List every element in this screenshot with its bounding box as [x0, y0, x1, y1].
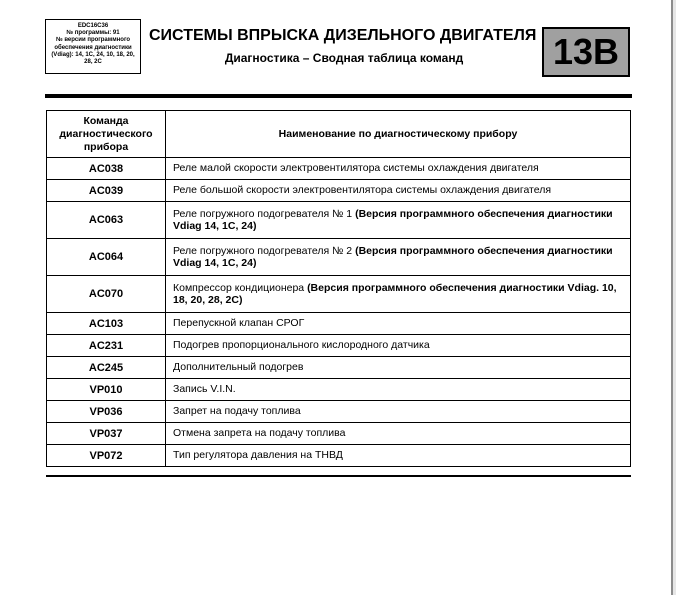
command-description	[166, 379, 631, 401]
info-line: № версии программного	[55, 37, 131, 44]
command-description	[166, 239, 631, 276]
description-text: Запись V.I.N.	[173, 383, 236, 396]
description-text: Дополнительный подогрев	[173, 361, 304, 374]
description-note: (Версия программного обеспечения диагностики Vdiag 14, 1C, 24)	[173, 244, 613, 269]
command-code: AC064	[47, 239, 166, 276]
description-text: Перепускной клапан СРОГ	[173, 317, 305, 330]
page-subtitle: Диагностика – Сводная таблица команд	[224, 51, 464, 65]
command-code: AC103	[47, 313, 166, 335]
description-text: Компрессор кондиционера	[173, 281, 308, 294]
command-description	[166, 202, 631, 239]
table-row	[47, 445, 631, 467]
description-text: Тип регулятора давления на ТНВД	[173, 449, 343, 462]
description-text: Реле большой скорости электровентилятора системы охлаждения двигателя	[173, 184, 552, 197]
command-code: AC070	[47, 276, 166, 313]
commands-table	[46, 110, 631, 467]
column-header-command: Команда диагностического прибора	[47, 111, 166, 158]
table-row	[47, 202, 631, 239]
description-text: Запрет на подачу топлива	[173, 405, 301, 418]
command-code: AC231	[47, 335, 166, 357]
info-line: (Vdiag): 14, 1C, 24, 10, 18, 20,	[51, 51, 135, 58]
info-line: 28, 2C	[84, 59, 102, 66]
header-rule	[45, 94, 632, 98]
table-row	[47, 158, 631, 180]
description-text: Отмена запрета на подачу топлива	[173, 427, 346, 440]
table-row	[47, 335, 631, 357]
description-text: Реле погружного подогревателя № 2	[173, 244, 356, 257]
command-description	[166, 357, 631, 379]
description-text: Реле малой скорости электровентилятора системы охлаждения двигателя	[173, 162, 539, 175]
command-code: VP037	[47, 423, 166, 445]
column-header-name: Наименование по диагностическому прибору	[166, 111, 631, 158]
command-description	[166, 423, 631, 445]
page-title: СИСТЕМЫ ВПРЫСКА ДИЗЕЛЬНОГО ДВИГАТЕЛЯ	[149, 27, 537, 44]
table-row	[47, 239, 631, 276]
table-row	[47, 357, 631, 379]
command-description	[166, 158, 631, 180]
info-line: EDC16C36	[77, 23, 109, 29]
description-note: (Версия программного обеспечения диагностики Vdiag. 10, 18, 20, 28, 2C)	[173, 281, 617, 306]
table-row	[47, 379, 631, 401]
table-header-row	[47, 111, 631, 158]
description-text: Реле погружного подогревателя № 1	[173, 207, 356, 220]
command-description	[166, 335, 631, 357]
command-description	[166, 313, 631, 335]
command-code: VP072	[47, 445, 166, 467]
command-code: VP036	[47, 401, 166, 423]
table-row	[47, 180, 631, 202]
command-code: AC038	[47, 158, 166, 180]
command-code: AC039	[47, 180, 166, 202]
table-row	[47, 423, 631, 445]
command-code: VP010	[47, 379, 166, 401]
command-description	[166, 401, 631, 423]
command-description	[166, 445, 631, 467]
command-code: AC245	[47, 357, 166, 379]
table-bottom-rule	[46, 475, 631, 477]
command-description	[166, 180, 631, 202]
command-description	[166, 276, 631, 313]
program-info-box	[45, 19, 141, 74]
command-code: AC063	[47, 202, 166, 239]
description-note: (Версия программного обеспечения диагностики Vdiag 14, 1C, 24)	[173, 207, 613, 232]
table-row	[47, 276, 631, 313]
chapter-badge: 13B	[542, 27, 630, 77]
info-line: № программы: 91	[66, 30, 120, 37]
table-row	[47, 313, 631, 335]
info-line: обеспечения диагностики	[54, 44, 132, 51]
table-row	[47, 401, 631, 423]
description-text: Подогрев пропорционального кислородного датчика	[173, 339, 430, 352]
